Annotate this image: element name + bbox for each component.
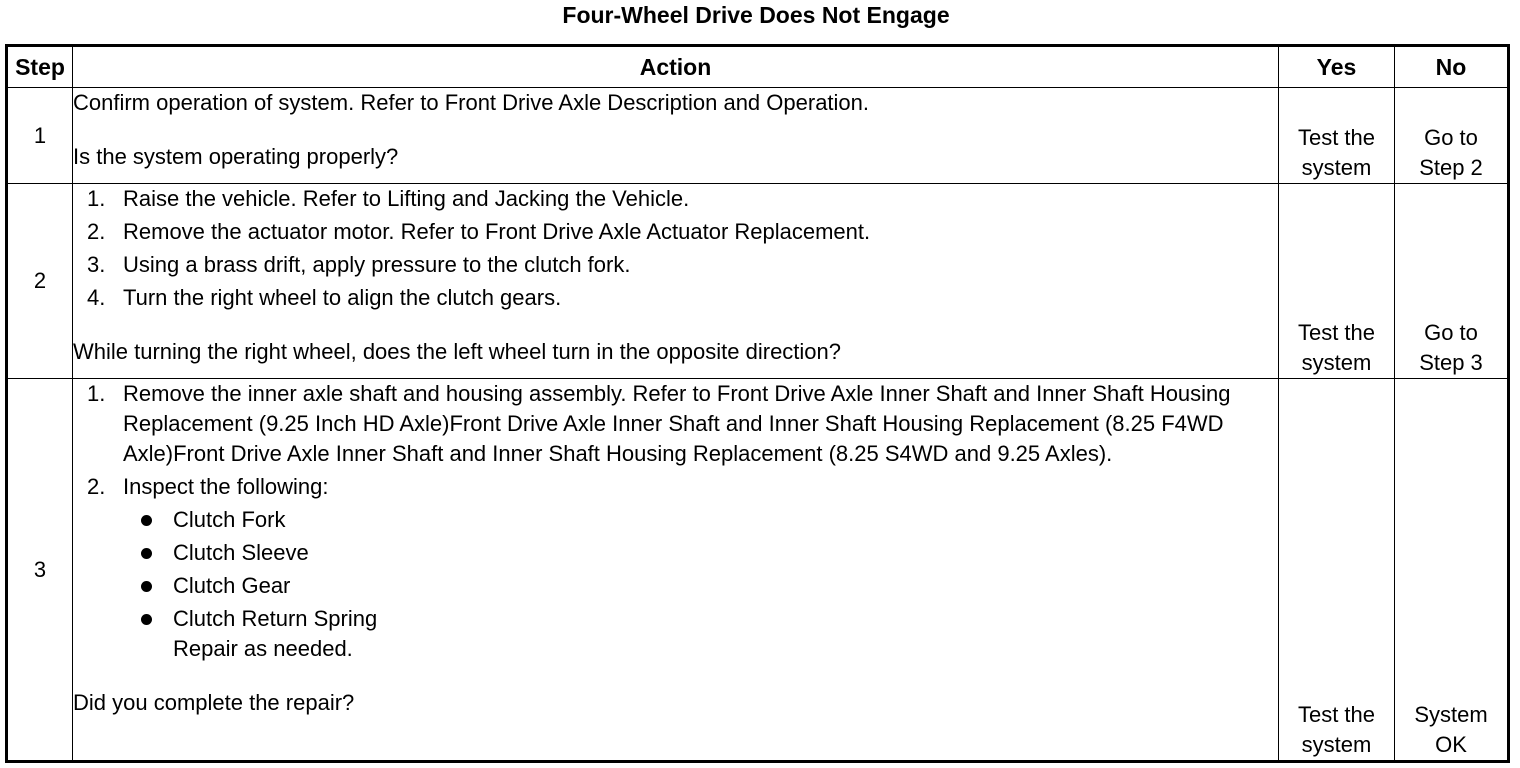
list-item [73, 283, 1278, 313]
bullet-text: Clutch Sleeve [173, 540, 309, 565]
action-steps [73, 379, 1278, 664]
action-steps [73, 184, 1278, 313]
no-cell [1395, 379, 1509, 762]
bullet-icon [141, 515, 152, 526]
no-line: System [1414, 702, 1488, 727]
table-row [7, 88, 1509, 184]
bullet-text: Clutch Gear [173, 573, 291, 598]
header-yes: Yes [1279, 46, 1395, 88]
action-cell [73, 184, 1279, 379]
item-number: 1. [87, 381, 106, 406]
repair-note: Repair as needed. [173, 636, 353, 661]
action-cell [73, 379, 1279, 762]
list-item [123, 505, 1278, 535]
yes-cell [1279, 379, 1395, 762]
action-cell [73, 88, 1279, 184]
no-line: Go to [1424, 320, 1478, 345]
table-row [7, 379, 1509, 762]
action-question: While turning the right wheel, does the left wheel turn in the opposite direction? [73, 339, 842, 364]
list-item [73, 217, 1278, 247]
yes-cell [1279, 88, 1395, 184]
yes-line: system [1301, 732, 1372, 757]
item-text: Remove the inner axle shaft and housing assembly. Refer to Front Drive Axle Inner Shaft and Inner Shaft Housing Replacement (9.25 Inch HD Axle)Front Drive Axle Inner Shaft and Inner Shaft Housing Replacement (8.25 F4WD Axle)Front Drive Axle Inner Shaft and Inner Shaft Housing Replacement (8.25 S4WD and 9.25 Axles). [123, 381, 1231, 466]
bullet-icon [141, 614, 152, 625]
bullet-icon [141, 548, 152, 559]
item-number: 2. [87, 474, 106, 499]
item-number: 2. [87, 219, 106, 244]
header-row [7, 46, 1509, 88]
action-question: Did you complete the repair? [73, 690, 355, 715]
yes-cell [1279, 184, 1395, 379]
action-text: Confirm operation of system. Refer to Front Drive Axle Description and Operation. [73, 90, 870, 115]
inspect-list [123, 505, 1278, 634]
item-text: Remove the actuator motor. Refer to Front Drive Axle Actuator Replacement. [123, 219, 871, 244]
header-no: No [1395, 46, 1509, 88]
header-step: Step [7, 46, 73, 88]
action-question: Is the system operating properly? [73, 144, 399, 169]
yes-line: Test the [1297, 125, 1376, 150]
list-item [73, 379, 1278, 469]
step-number: 1 [7, 88, 73, 184]
no-line: Step 3 [1419, 350, 1483, 375]
list-item [73, 250, 1278, 280]
item-number: 3. [87, 252, 106, 277]
item-text: Inspect the following: [123, 474, 329, 499]
no-line: Go to [1424, 125, 1478, 150]
yes-line: Test the [1297, 702, 1376, 727]
step-number: 3 [7, 379, 73, 762]
item-text: Raise the vehicle. Refer to Lifting and Jacking the Vehicle. [123, 186, 690, 211]
bullet-icon [141, 581, 152, 592]
item-text: Turn the right wheel to align the clutch gears. [123, 285, 562, 310]
list-item [73, 184, 1278, 214]
no-cell [1395, 88, 1509, 184]
page-title: Four-Wheel Drive Does Not Engage [562, 2, 950, 28]
yes-line: Test the [1297, 320, 1376, 345]
table-row [7, 184, 1509, 379]
bullet-text: Clutch Fork [173, 507, 286, 532]
list-item [123, 604, 1278, 634]
item-number: 4. [87, 285, 106, 310]
no-cell [1395, 184, 1509, 379]
no-line: OK [1435, 732, 1467, 757]
list-item [73, 472, 1278, 664]
list-item [123, 538, 1278, 568]
diagnostic-table [5, 44, 1510, 763]
no-line: Step 2 [1419, 155, 1483, 180]
yes-line: system [1301, 350, 1372, 375]
item-number: 1. [87, 186, 106, 211]
yes-line: system [1301, 155, 1372, 180]
item-text: Using a brass drift, apply pressure to the clutch fork. [123, 252, 631, 277]
list-item [123, 571, 1278, 601]
header-action: Action [73, 46, 1279, 88]
bullet-text: Clutch Return Spring [173, 606, 378, 631]
step-number: 2 [7, 184, 73, 379]
